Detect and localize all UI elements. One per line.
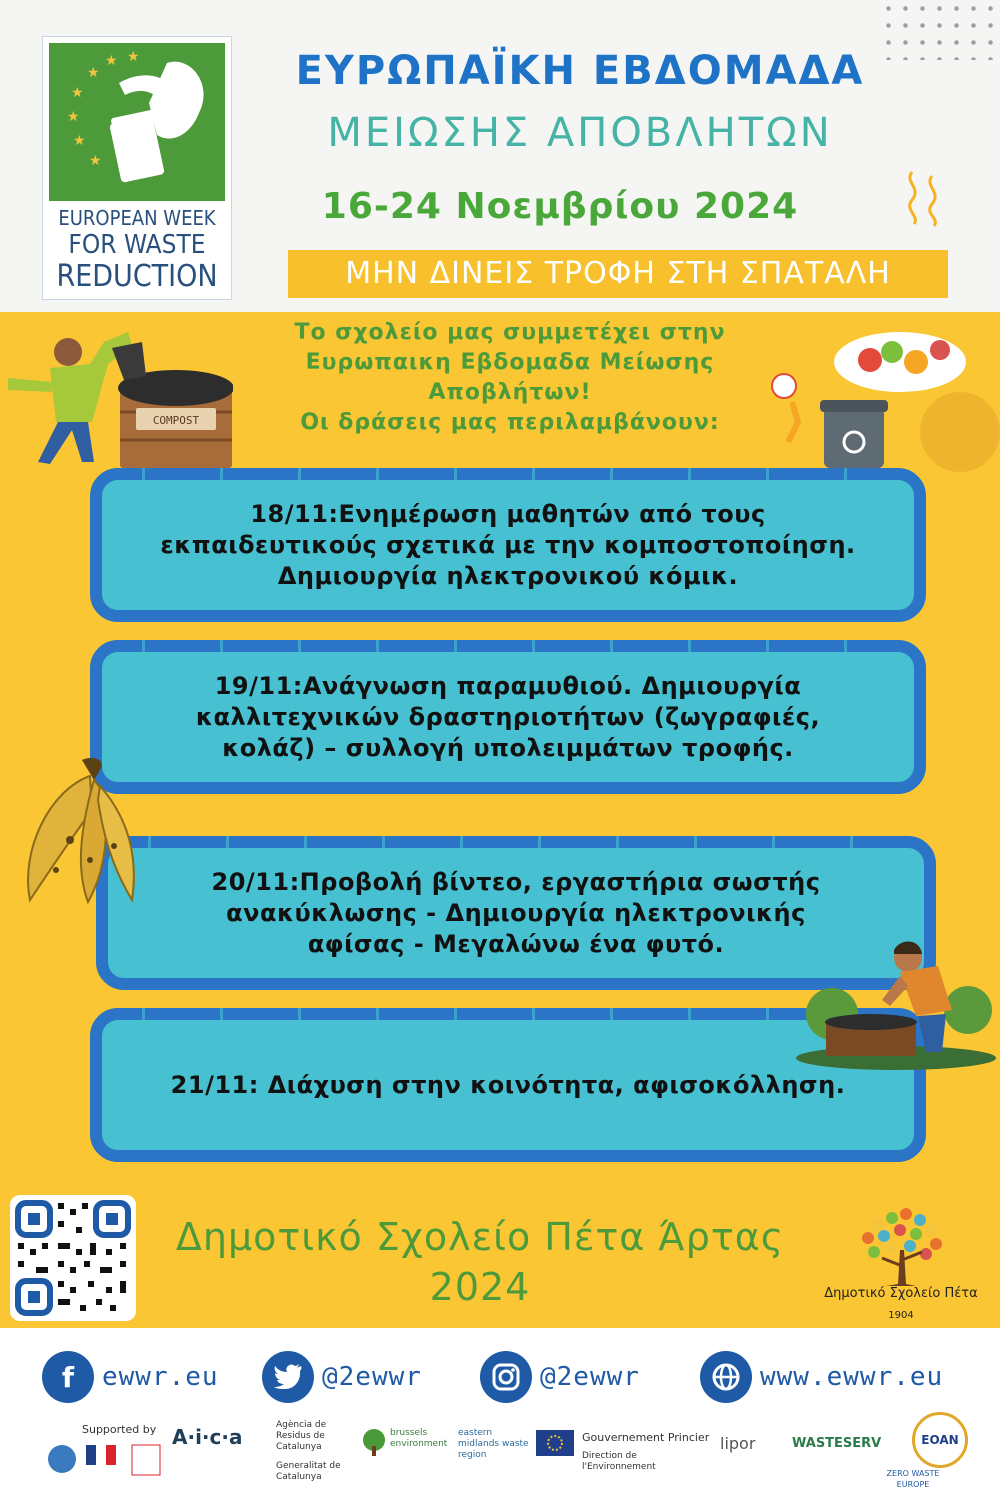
sponsor-eastmidlands: eastern midlands waste region [458,1428,529,1460]
svg-text:★: ★ [127,49,140,65]
twitter-icon [262,1351,314,1403]
sponsor-eu-flag [536,1430,574,1460]
school-year: 2024 [429,1265,531,1309]
facebook-label: ewwr.eu [102,1362,219,1392]
sponsor-agencia [276,1420,354,1483]
sponsor-supported-by [46,1424,186,1489]
intro-line2: Ευρωπαικη Εβδομαδα Μείωσης [305,350,715,375]
activity-2-line3: κολάζ) – συλλογή υπολειμμάτων τροφής. [222,733,794,762]
logo-line1: EUROPEAN WEEK [58,206,216,230]
brussels-label: brussels environment [390,1428,448,1449]
title-line2: ΜΕΙΩΣΗΣ ΑΠΟΒΛΗΤΩΝ [327,110,833,156]
activity-2-line1: 19/11:Ανάγνωση παραμυθιού. Δημιουργία [214,671,802,700]
activity-card-1 [90,468,926,622]
logo-line3: REDUCTION [56,259,218,294]
school-logo-text: Δημοτικό Σχολείο Πέτα [824,1286,978,1301]
sponsor-aica: A·i·c·a [172,1425,243,1449]
svg-text:★: ★ [73,133,86,149]
generalitat-label: Generalitat de Catalunya [276,1461,341,1482]
logo-line2: FOR WASTE [68,230,206,260]
svg-text:★: ★ [87,65,100,81]
activity-1-line1: 18/11:Ενημέρωση μαθητών από τους [250,499,766,528]
svg-text:★: ★ [89,153,102,169]
card-tick-marks [142,640,874,652]
sponsor-wasteserv: WASTESERV [792,1436,882,1451]
qr-code[interactable] [10,1195,136,1321]
sponsor-brussels [360,1428,452,1456]
activity-3-line3: αφίσας - Μεγαλώνω ένα φυτό. [307,929,725,958]
activity-2-line2: καλλιτεχνικών δραστηριοτήτων (ζωγραφιές, [195,702,821,731]
twitter-label: @2ewwr [322,1362,422,1392]
instagram-icon [480,1351,532,1403]
activity-text-2 [196,671,820,764]
social-twitter[interactable] [262,1351,422,1403]
gardener-illustration [796,940,1000,1070]
slogan-banner: ΜΗΝ ΔΙΝΕΙΣ ΤΡΟΦΗ ΣΤΗ ΣΠΑΤΑΛΗ [288,250,948,298]
svg-text:★: ★ [71,85,84,101]
activity-1-line2: εκπαιδευτικούς σχετικά με την κομποστοποίηση. [160,530,856,559]
sponsor-monaco [582,1432,712,1473]
school-name-line: Δημοτικό Σχολείο Πέτα Άρτας [175,1215,785,1259]
card-tick-marks [148,836,884,848]
food-waste-illustration [770,312,1000,472]
intro-line4: Οι δράσεις μας περιλαμβάνουν: [300,410,720,435]
activity-3-line2: ανακύκλωσης - Δημιουργία ηλεκτρονικής [226,898,806,927]
compost-label: COMPOST [152,414,200,427]
svg-text:★: ★ [67,109,80,125]
twitter-bird-glyph [273,1364,303,1390]
eu-flag-icon [536,1430,574,1456]
tree-icon [360,1428,388,1456]
intro-line1: Το σχολείο μας συμμετέχει στην [294,320,726,345]
monaco-label: Gouvernement Princier [582,1431,710,1444]
event-dates: 16-24 Νοεμβρίου 2024 [321,186,799,227]
globe-glyph [710,1361,742,1393]
qr-code-image [10,1195,136,1321]
instagram-glyph [491,1362,521,1392]
supported-by-label: Supported by [82,1423,157,1436]
hand-bin-icon [49,43,225,201]
ewwr-logo [42,36,232,300]
title-line1: ΕΥΡΩΠΑΪΚΗ ΕΒΔΟΜΑΔΑ [295,48,865,94]
activity-text-4 [171,1070,846,1101]
monaco-sub-label: Direction de l'Environnement [582,1451,656,1472]
banana-peel-illustration [10,750,140,910]
activity-text-3 [212,867,821,960]
intro-line3: Αποβλήτων! [428,380,592,405]
school-name [150,1212,810,1312]
globe-icon [700,1351,752,1403]
instagram-label: @2ewwr [540,1362,640,1392]
social-facebook[interactable] [42,1351,219,1403]
decorative-dots [880,0,1000,60]
logo-green-panel [49,43,225,201]
activity-text-1 [160,499,855,592]
activity-card-2 [90,640,926,794]
svg-text:★: ★ [105,53,118,69]
agencia-label: Agència de Residus de Catalunya [276,1420,327,1452]
sponsor-lipor: lipor [720,1434,756,1453]
sponsor-zerowaste: ZERO WASTE EUROPE [886,1469,940,1489]
card-tick-marks [142,468,874,480]
sponsor-eoan: EOAN [912,1412,968,1468]
activity-4-line1: 21/11: Διάχυση στην κοινότητα, αφισοκόλληση. [170,1070,846,1099]
school-tree-logo [826,1200,976,1320]
intro-text [230,318,790,438]
facebook-icon: f [42,1351,94,1403]
website-label: www.ewwr.eu [760,1362,944,1392]
supporter-logos [46,1435,186,1485]
social-website[interactable] [700,1351,943,1403]
school-logo-year: 1904 [888,1310,914,1321]
activity-3-line1: 20/11:Προβολή βίντεο, εργαστήρια σωστής [211,867,821,896]
social-instagram[interactable] [480,1351,640,1403]
squiggle-decoration [900,168,950,228]
compost-illustration [8,312,233,472]
activity-1-line3: Δημιουργία ηλεκτρονικού κόμικ. [277,561,739,590]
card-tick-marks [142,1008,874,1020]
